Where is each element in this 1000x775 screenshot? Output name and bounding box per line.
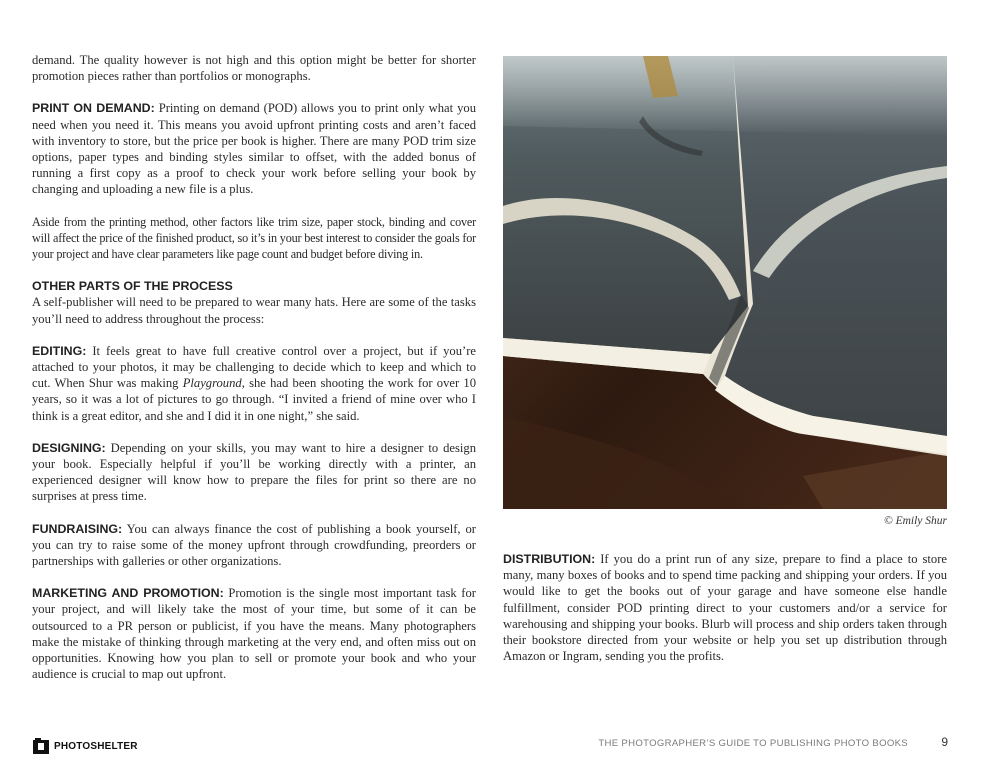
- fundraising-text: You can always finance the cost of publishing a book yourself, or you can try to raise some of the money upfront through crowdfunding, preorders or partnerships with galleries or other organizations.: [32, 521, 476, 569]
- photoshelter-logo-icon: [32, 737, 50, 755]
- editing-paragraph: [32, 343, 476, 424]
- book-photo: [503, 56, 947, 509]
- marketing-heading: MARKETING AND PROMOTION:: [32, 586, 224, 601]
- distribution-heading: DISTRIBUTION:: [503, 552, 596, 566]
- page-number: 9: [941, 735, 948, 749]
- other-parts-paragraph: [32, 294, 476, 326]
- designing-heading: DESIGNING:: [32, 440, 106, 455]
- marketing-paragraph: [32, 585, 476, 682]
- fundraising-paragraph: [32, 521, 476, 570]
- print-on-demand-paragraph: [32, 100, 476, 197]
- marketing-text: Promotion is the single most important task for your project, and will likely take the most of your time, but some of it can be outsourced to a PR person or publicist, if you have the means. Many photographers make the mistake of thinking through marketing at the very end, and often miss out on opportunities. Knowing how you plan to sell or promote your book and who your audience is crucial to map out upfront.: [32, 586, 476, 682]
- photoshelter-logo: [32, 737, 138, 755]
- print-on-demand-heading: PRINT ON DEMAND:: [32, 101, 155, 116]
- designing-paragraph: [32, 440, 476, 505]
- editing-book-title: Playground: [182, 376, 242, 391]
- right-column: [503, 56, 947, 677]
- editing-heading: EDITING:: [32, 343, 87, 358]
- editing-text-2: , she had been shooting the work for over 10 years, so it was a lot of pictures to go through. “I invited a friend of mine over who I think is a great editor, and she and I did it in one night,” she said.: [32, 376, 476, 423]
- intro-text: demand. The quality however is not high and this option might be better for shorter promotion pieces rather than portfolios or monographs.: [32, 53, 476, 84]
- designing-text: Depending on your skills, you may want to hire a designer to design your book. Especially helpful if you’ll be working directly with a printer, an experienced designer will know how to prepare the files for print so there are no surprises at press time.: [32, 440, 476, 504]
- aside-text: Aside from the printing method, other factors like trim size, paper stock, binding and cover will affect the price of the finished product, so it’s in your best interest to consider the goals for your project and have clear parameters like page count and budget before diving in.: [32, 214, 476, 262]
- distribution-paragraph: [503, 551, 947, 664]
- open-book-image: [503, 56, 947, 509]
- aside-paragraph: [32, 214, 476, 263]
- distribution-text: If you do a print run of any size, prepare to find a place to store many, many boxes of books and to spend time packing and shipping your orders. If you would like to get the books out of your garage and have someone else handle fulfillment, consider POD printing direct to your customers and/or a service for warehousing and shipping your books. Blurb will process and ship orders taken through their bookstore directed from your website or help you set up distribution through Amazon or Ingram, sending you the profits.: [503, 552, 947, 664]
- fundraising-heading: FUNDRAISING:: [32, 521, 123, 536]
- brand-name: PHOTOSHELTER: [54, 740, 138, 752]
- other-parts-text: A self-publisher will need to be prepared to wear many hats. Here are some of the tasks you’ll need to address throughout the process:: [32, 295, 476, 326]
- other-parts-title: OTHER PARTS OF THE PROCESS: [32, 279, 233, 294]
- guide-title: THE PHOTOGRAPHER’S GUIDE TO PUBLISHING PHOTO BOOKS: [598, 738, 908, 749]
- editing-text-1: It feels great to have full creative control over a project, but if you’re attached to your photos, it may be challenging to decide which to keep and which to cut. When Shur was making: [32, 343, 476, 391]
- photo-credit: © Emily Shur: [883, 515, 947, 527]
- print-on-demand-text: Printing on demand (POD) allows you to print only what you need when you need it. This means you avoid upfront printing costs and aren’t faced with inventory to store, but the price per book is higher. There are many POD trim size options, paper types and binding styles similar to offset, with the added bonus of running a first copy as a proof to check your work before selling your book by changing and uploading a new file is a plus.: [32, 101, 476, 197]
- intro-paragraph: [32, 52, 476, 84]
- left-column: [32, 52, 476, 683]
